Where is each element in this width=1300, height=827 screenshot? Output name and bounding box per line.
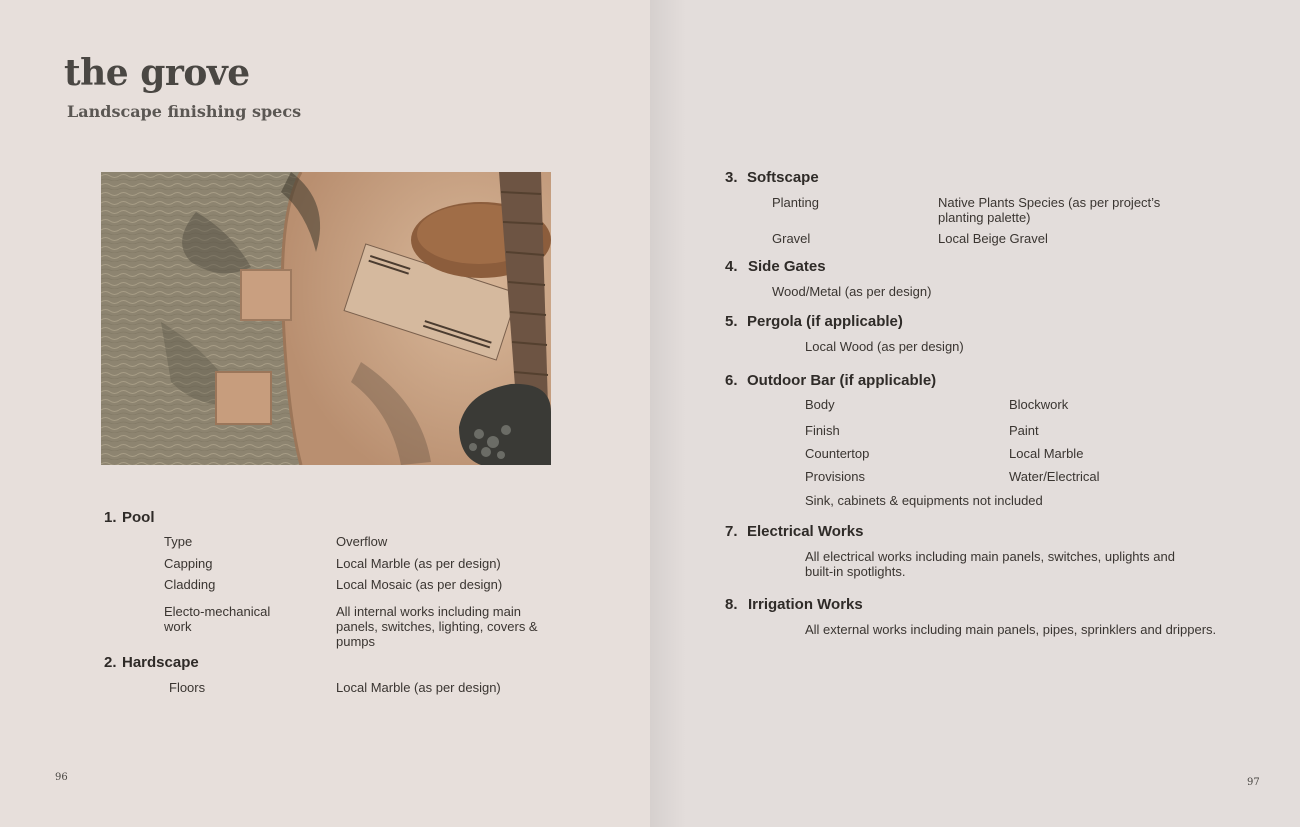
- spec-label: Planting: [772, 195, 819, 210]
- spec-text: Wood/Metal (as per design): [772, 284, 932, 299]
- spec-label: Electo-mechanical work: [164, 604, 271, 634]
- spec-value: Paint: [1009, 423, 1039, 438]
- section-number: 1.: [104, 509, 117, 526]
- spec-label: Gravel: [772, 231, 811, 246]
- section-number: 4.: [725, 258, 738, 275]
- spec-value: Local Mosaic (as per design): [336, 577, 503, 592]
- section-title-softscape: Softscape: [747, 169, 819, 186]
- page-subtitle: Landscape finishing specs: [67, 102, 302, 121]
- section-title-hardscape: Hardscape: [122, 654, 199, 671]
- spec-value: Overflow: [336, 534, 388, 549]
- section-number: 5.: [725, 313, 738, 330]
- spec-value: Local Marble (as per design): [336, 556, 501, 571]
- section-number: 2.: [104, 654, 117, 671]
- spec-label: Provisions: [805, 469, 865, 484]
- spec-label: Countertop: [805, 446, 870, 461]
- section-title-side-gates: Side Gates: [748, 258, 826, 275]
- spec-text: All electrical works including main panels, switches, uplights and built-in spotlights.: [805, 549, 1175, 579]
- section-title-pergola: Pergola (if applicable): [747, 313, 903, 330]
- section-number: 3.: [725, 169, 738, 186]
- section-title-pool: Pool: [122, 509, 155, 526]
- spec-label: Cladding: [164, 577, 216, 592]
- pool-photo: [101, 172, 551, 465]
- section-title-electrical: Electrical Works: [747, 523, 864, 540]
- page-title: the grove: [64, 52, 250, 94]
- spec-value: Water/Electrical: [1009, 469, 1100, 484]
- section-number: 8.: [725, 596, 738, 613]
- spec-value: Local Marble (as per design): [336, 680, 501, 695]
- spec-value: Blockwork: [1009, 397, 1069, 412]
- spec-value: All internal works including main panels, switches, lighting, covers & pumps: [336, 604, 538, 649]
- right-page: [650, 0, 1300, 827]
- page-number: 96: [55, 772, 68, 783]
- spec-label: Type: [164, 534, 193, 549]
- section-title-outdoor-bar: Outdoor Bar (if applicable): [747, 372, 937, 389]
- spec-note: Sink, cabinets & equipments not included: [805, 493, 1043, 508]
- section-title-irrigation: Irrigation Works: [748, 596, 863, 613]
- spec-label: Floors: [169, 680, 206, 695]
- spec-value: Local Beige Gravel: [938, 231, 1048, 246]
- spec-text: Local Wood (as per design): [805, 339, 964, 354]
- spec-label: Finish: [805, 423, 840, 438]
- spec-label: Capping: [164, 556, 213, 571]
- page-number: 97: [1247, 777, 1260, 788]
- section-number: 7.: [725, 523, 738, 540]
- spec-value: Local Marble: [1009, 446, 1084, 461]
- section-number: 6.: [725, 372, 738, 389]
- spec-value: Native Plants Species (as per project’s planting palette): [938, 195, 1161, 225]
- spec-text: All external works including main panels, pipes, sprinklers and drippers.: [805, 622, 1217, 637]
- spec-label: Body: [805, 397, 835, 412]
